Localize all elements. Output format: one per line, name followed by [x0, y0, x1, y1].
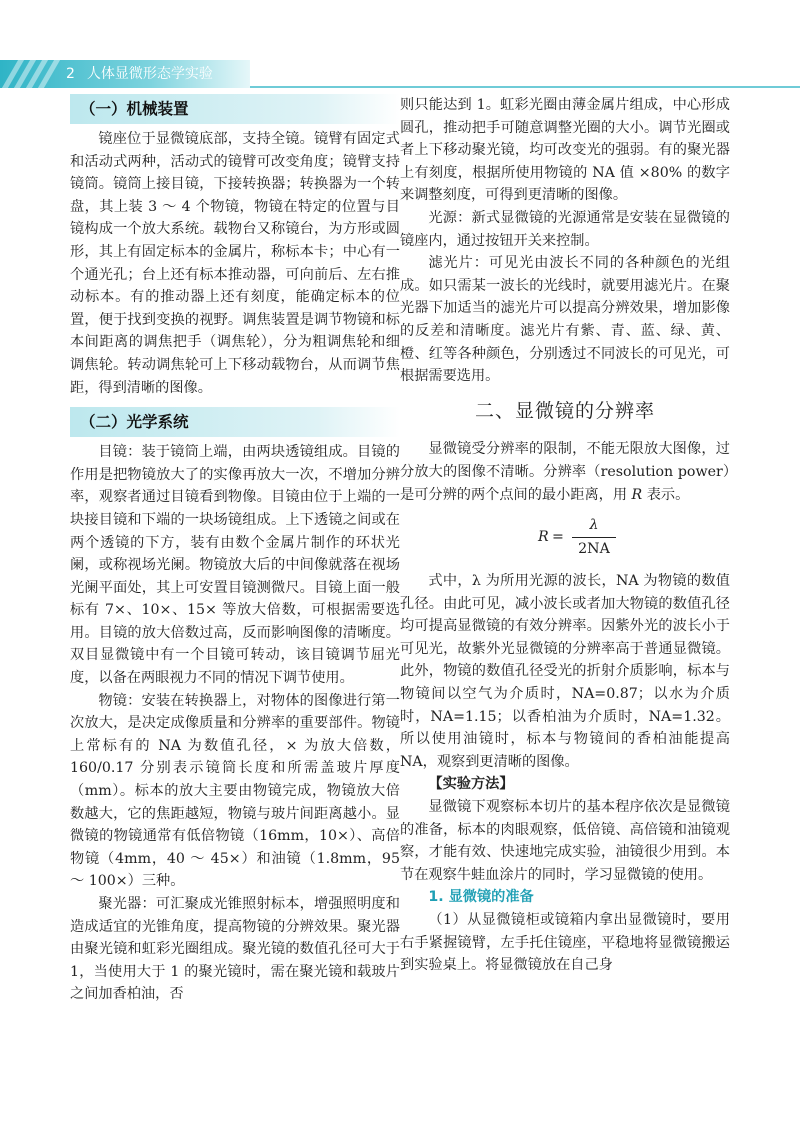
chapter-heading-resolution: 二、显微镜的分辨率	[474, 399, 655, 422]
formula-equals: =	[552, 529, 564, 546]
resolution-text-b: 表示。	[646, 486, 690, 503]
formula-numerator: λ	[589, 517, 599, 534]
formula-lhs: R	[538, 529, 549, 546]
paragraph-eyepiece: 目镜：装于镜筒上端，由两块透镜组成。目镜的作用是把物镜放大了的实像再放大一次，不增加分辨率，观察者通过目镜看到物像。目镜由位于上端的一块接目镜和下端的一块场镜组成。上下透镜之间或在两个透镜的下方，装有由数个金属片制作的环状光阑，或称视场光阑。物镜放大后的中间像就落在视场光阑平面处，其上可安置目镜测微尺。目镜上面一般标有 7×、10×、15× 等放大倍数，可根据需要选用。目镜的放大倍数过高，反而影响图像的清晰度。双目显微镜中有一个目镜可转动，该目镜调节屈光度，以备在两眼视力不同的情况下调节使用。	[70, 444, 400, 687]
subheading-preparation: 1. 显微镜的准备	[428, 889, 534, 906]
paragraph-light-source: 光源：新式显微镜的光源通常是安装在显微镜的镜座内，通过按钮开关来控制。	[400, 209, 730, 249]
header-rule	[250, 86, 800, 88]
left-column	[70, 94, 400, 1006]
paragraph-resolution	[400, 438, 730, 506]
book-title: 人体显微形态学实验	[86, 66, 213, 82]
paragraph-step1: （1）从显微镜柜或镜箱内拿出显微镜时，要用右手紧握镜臂，左手托住镜座，平稳地将显微镜搬运到实验桌上。将显微镜放在自己身	[400, 912, 730, 974]
resolution-formula	[400, 514, 730, 560]
right-column	[400, 94, 730, 977]
paragraph-condenser-cont: 则只能达到 1。虹彩光圈由薄金属片组成，中心形成圆孔，推动把手可随意调整光圈的大小。调节光圈或者上下移动聚光镜，均可改变光的强弱。有的聚光器上有刻度，根据所使用物镜的 NA 值 ×80% 的数字来调整刻度，可得到更清晰的图像。	[400, 97, 730, 204]
paragraph-condenser: 聚光器：可汇聚成光锥照射标本，增强照明度和造成适宜的光锥角度，提高物镜的分辨效果。聚光器由聚光镜和虹彩光圈组成。聚光镜的数值孔径可大于 1，当使用大于 1 的聚光镜时，需在聚光镜和载玻片之间加香柏油，否	[70, 896, 400, 1003]
paragraph-formula-explanation: 式中，λ 为所用光源的波长，NA 为物镜的数值孔径。由此可见，减小波长或者加大物镜的数值孔径均可提高显微镜的有效分辨率。因紫外光的波长小于可见光，故紫外光显微镜的分辨率高于普通显微镜。此外，物镜的数值孔径受光的折射介质影响，标本与物镜间以空气为介质时，NA=0.87；以水为介质时，NA=1.15；以香柏油为介质时，NA=1.32。所以使用油镜时，标本与物镜间的香柏油能提高 NA，观察到更清晰的图像。	[400, 573, 730, 770]
resolution-text-a: 显微镜受分辨率的限制，不能无限放大图像，过分放大的图像不清晰。分辨率（resolution power）是可分辨的两个点间的最小距离，用	[400, 441, 730, 503]
formula-denominator: 2NA	[578, 541, 610, 558]
paragraph-filter: 滤光片：可见光由波长不同的各种颜色的光组成。如只需某一波长的光线时，就要用滤光片。在聚光器下加适当的滤光片可以提高分辨效果，增加影像的反差和清晰度。滤光片有紫、青、蓝、绿、黄、橙、红等各种颜色，分别透过不同波长的可见光，可根据需要选用。	[400, 255, 730, 385]
paragraph-mechanical: 镜座位于显微镜底部，支持全镜。镜臂有固定式和活动式两种，活动式的镜臂可改变角度；镜臂支持镜筒。镜筒上接目镜，下接转换器；转换器为一个转盘，其上装 3 ～ 4 个物镜，物镜在特定的位置与目镜构成一个放大系统。载物台又称镜台，为方形或圆形，其上有固定标本的金属片，称标本卡；中心有一个通光孔；台上还有标本推动器，可向前后、左右推动标本。有的推动器上还有刻度，能确定标本的位置，便于找到变换的视野。调焦装置是调节物镜和标本间距离的调焦把手（调焦轮），分为粗调焦轮和细调焦轮。转动调焦轮可上下移动载物台，从而调节焦距，得到清晰的图像。	[70, 131, 400, 396]
paragraph-procedure: 显微镜下观察标本切片的基本程序依次是显微镜的准备，标本的肉眼观察，低倍镜、高倍镜和油镜观察，才能有效、快速地完成实验，油镜很少用到。本节在观察牛蛙血涂片的同时，学习显微镜的使用。	[400, 799, 730, 883]
paragraph-objective: 物镜：安装在转换器上，对物体的图像进行第一次放大，是决定成像质量和分辨率的重要部件。物镜上常标有的 NA 为数值孔径，× 为放大倍数，160/0.17 分别表示镜筒长度和所需盖玻片厚度（mm）。标本的放大主要由物镜完成，物镜放大倍数越大，它的焦距越短，物镜与玻片间距离越小。显微镜的物镜通常有低倍物镜（16mm，10×）、高倍物镜（4mm，40 ～ 45×）和油镜（1.8mm，95 ～ 100×）三种。	[70, 692, 400, 890]
section-heading-mechanical: （一）机械装置	[70, 94, 400, 124]
section-heading-optical: （二）光学系统	[70, 407, 400, 437]
page-number: 2	[66, 66, 75, 82]
resolution-variable: R	[631, 486, 643, 503]
method-label: 【实验方法】	[428, 776, 514, 793]
running-header	[66, 63, 213, 85]
